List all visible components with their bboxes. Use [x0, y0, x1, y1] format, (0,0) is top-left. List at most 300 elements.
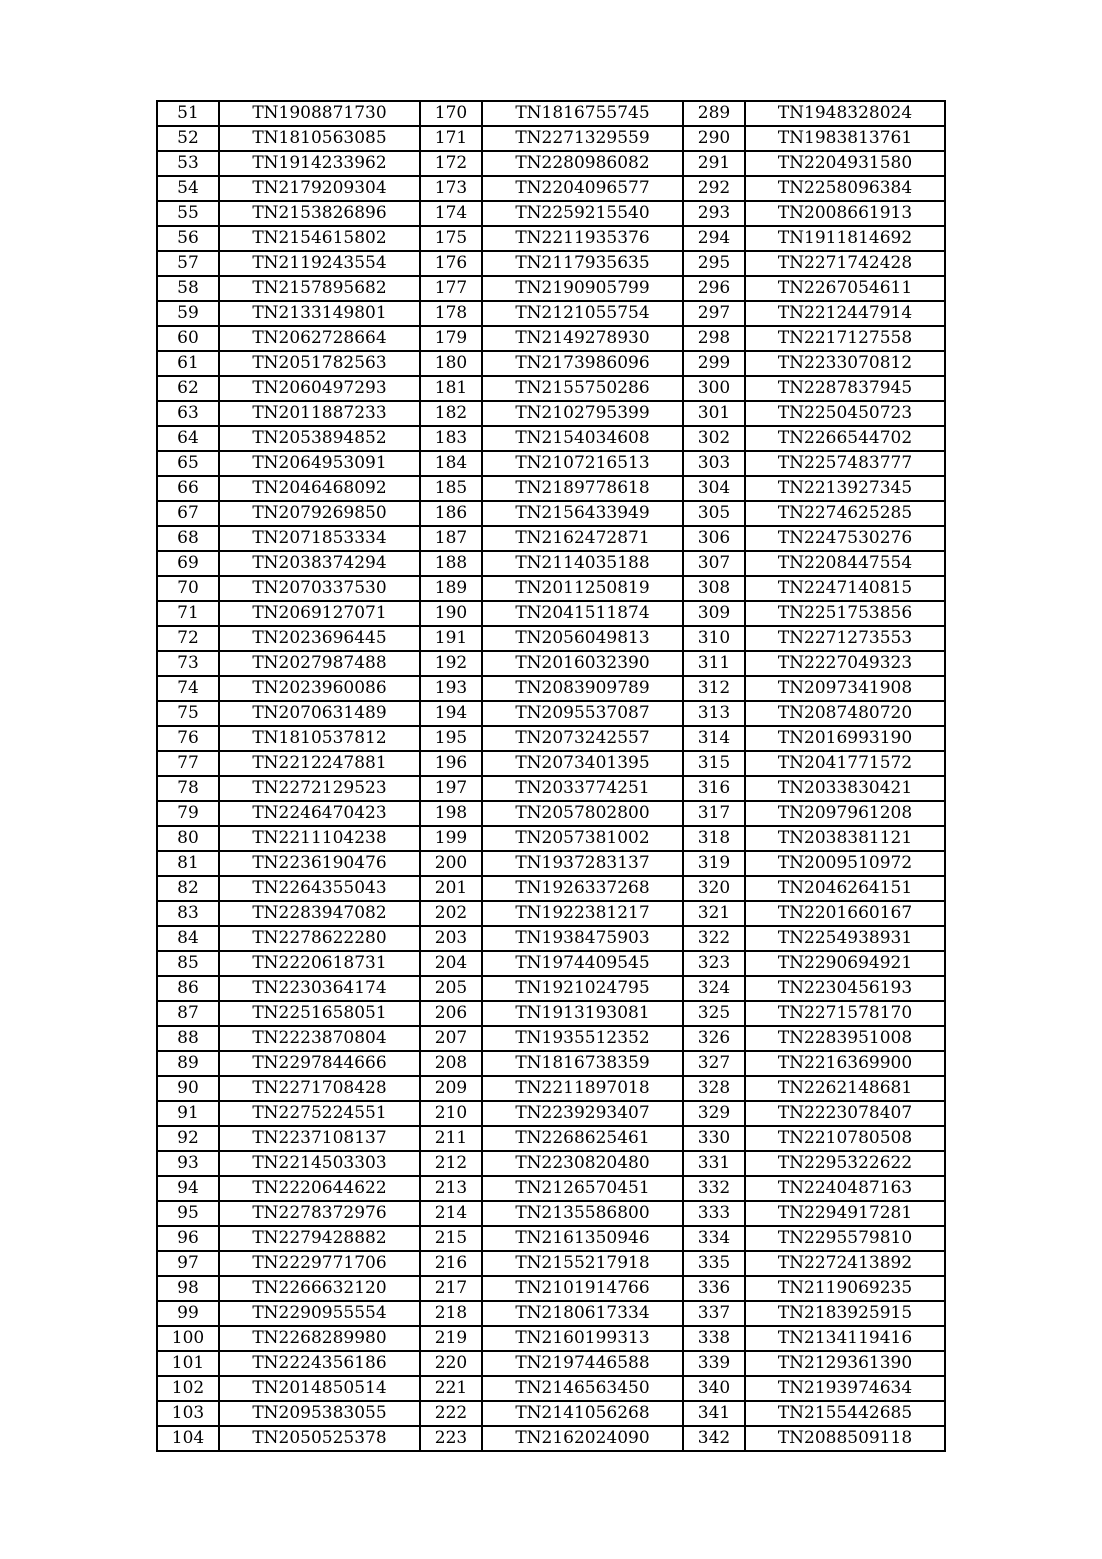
row-number-cell: 297 [683, 301, 745, 326]
row-number-cell: 51 [157, 101, 219, 126]
row-number-cell: 92 [157, 1126, 219, 1151]
table-row [157, 1251, 945, 1276]
row-number-cell: 171 [420, 126, 482, 151]
tn-code-cell: TN2240487163 [745, 1176, 945, 1201]
row-number-cell: 211 [420, 1126, 482, 1151]
row-number-cell: 195 [420, 726, 482, 751]
tn-code-cell: TN2154034608 [482, 426, 683, 451]
tn-code-cell: TN1983813761 [745, 126, 945, 151]
table-row [157, 276, 945, 301]
row-number-cell: 333 [683, 1201, 745, 1226]
tn-code-cell: TN2210780508 [745, 1126, 945, 1151]
row-number-cell: 72 [157, 626, 219, 651]
row-number-cell: 319 [683, 851, 745, 876]
row-number-cell: 330 [683, 1126, 745, 1151]
row-number-cell: 337 [683, 1301, 745, 1326]
tn-code-cell: TN2297844666 [219, 1051, 420, 1076]
row-number-cell: 334 [683, 1226, 745, 1251]
tn-code-cell: TN2156433949 [482, 501, 683, 526]
tn-code-cell: TN2070631489 [219, 701, 420, 726]
tn-code-cell: TN2121055754 [482, 301, 683, 326]
tn-code-cell: TN2097341908 [745, 676, 945, 701]
row-number-cell: 217 [420, 1276, 482, 1301]
tn-code-cell: TN1922381217 [482, 901, 683, 926]
tn-code-cell: TN1926337268 [482, 876, 683, 901]
row-number-cell: 80 [157, 826, 219, 851]
tn-code-cell: TN1810563085 [219, 126, 420, 151]
row-number-cell: 326 [683, 1026, 745, 1051]
row-number-cell: 178 [420, 301, 482, 326]
table-row [157, 1276, 945, 1301]
tn-code-cell: TN2268289980 [219, 1326, 420, 1351]
row-number-cell: 98 [157, 1276, 219, 1301]
row-number-cell: 183 [420, 426, 482, 451]
row-number-cell: 90 [157, 1076, 219, 1101]
row-number-cell: 192 [420, 651, 482, 676]
tn-code-cell: TN1911814692 [745, 226, 945, 251]
tn-code-cell: TN2149278930 [482, 326, 683, 351]
row-number-cell: 54 [157, 176, 219, 201]
row-number-cell: 291 [683, 151, 745, 176]
tn-code-cell: TN2133149801 [219, 301, 420, 326]
row-number-cell: 69 [157, 551, 219, 576]
tn-code-cell: TN2224356186 [219, 1351, 420, 1376]
row-number-cell: 61 [157, 351, 219, 376]
row-number-cell: 324 [683, 976, 745, 1001]
row-number-cell: 85 [157, 951, 219, 976]
tn-code-cell: TN2060497293 [219, 376, 420, 401]
table-row [157, 1401, 945, 1426]
table-row [157, 1301, 945, 1326]
row-number-cell: 71 [157, 601, 219, 626]
tn-code-cell: TN2046264151 [745, 876, 945, 901]
row-number-cell: 303 [683, 451, 745, 476]
table-row [157, 1351, 945, 1376]
tn-code-cell: TN2016993190 [745, 726, 945, 751]
row-number-cell: 203 [420, 926, 482, 951]
table-row [157, 476, 945, 501]
row-number-cell: 327 [683, 1051, 745, 1076]
table-row [157, 876, 945, 901]
row-number-cell: 58 [157, 276, 219, 301]
row-number-cell: 304 [683, 476, 745, 501]
tn-code-cell: TN2257483777 [745, 451, 945, 476]
tn-code-cell: TN2141056268 [482, 1401, 683, 1426]
row-number-cell: 188 [420, 551, 482, 576]
table-row [157, 301, 945, 326]
row-number-cell: 216 [420, 1251, 482, 1276]
table-row [157, 1026, 945, 1051]
tn-code-cell: TN1938475903 [482, 926, 683, 951]
row-number-cell: 335 [683, 1251, 745, 1276]
table-row [157, 1201, 945, 1226]
table-row [157, 251, 945, 276]
tn-code-cell: TN2114035188 [482, 551, 683, 576]
tn-code-cell: TN2271329559 [482, 126, 683, 151]
tn-code-cell: TN2119243554 [219, 251, 420, 276]
tn-code-cell: TN2287837945 [745, 376, 945, 401]
row-number-cell: 186 [420, 501, 482, 526]
table-row [157, 776, 945, 801]
row-number-cell: 82 [157, 876, 219, 901]
row-number-cell: 88 [157, 1026, 219, 1051]
row-number-cell: 215 [420, 1226, 482, 1251]
tn-code-cell: TN2208447554 [745, 551, 945, 576]
tn-code-cell: TN2011250819 [482, 576, 683, 601]
row-number-cell: 180 [420, 351, 482, 376]
table-body [157, 101, 945, 1451]
row-number-cell: 336 [683, 1276, 745, 1301]
tn-code-cell: TN2274625285 [745, 501, 945, 526]
row-number-cell: 325 [683, 1001, 745, 1026]
tn-code-cell: TN2050525378 [219, 1426, 420, 1451]
tn-code-cell: TN2189778618 [482, 476, 683, 501]
tn-code-cell: TN2162472871 [482, 526, 683, 551]
tn-code-cell: TN2073242557 [482, 726, 683, 751]
tn-code-cell: TN2011887233 [219, 401, 420, 426]
tn-code-cell: TN1914233962 [219, 151, 420, 176]
id-list-table [156, 100, 946, 1452]
row-number-cell: 55 [157, 201, 219, 226]
row-number-cell: 296 [683, 276, 745, 301]
row-number-cell: 208 [420, 1051, 482, 1076]
tn-code-cell: TN2278372976 [219, 1201, 420, 1226]
row-number-cell: 94 [157, 1176, 219, 1201]
row-number-cell: 341 [683, 1401, 745, 1426]
tn-code-cell: TN2073401395 [482, 751, 683, 776]
row-number-cell: 103 [157, 1401, 219, 1426]
tn-code-cell: TN2266632120 [219, 1276, 420, 1301]
tn-code-cell: TN2254938931 [745, 926, 945, 951]
table-row [157, 1051, 945, 1076]
row-number-cell: 318 [683, 826, 745, 851]
tn-code-cell: TN2041771572 [745, 751, 945, 776]
row-number-cell: 190 [420, 601, 482, 626]
tn-code-cell: TN2160199313 [482, 1326, 683, 1351]
tn-code-cell: TN2179209304 [219, 176, 420, 201]
row-number-cell: 91 [157, 1101, 219, 1126]
table-row [157, 501, 945, 526]
row-number-cell: 181 [420, 376, 482, 401]
tn-code-cell: TN2064953091 [219, 451, 420, 476]
tn-code-cell: TN2117935635 [482, 251, 683, 276]
row-number-cell: 177 [420, 276, 482, 301]
row-number-cell: 309 [683, 601, 745, 626]
row-number-cell: 308 [683, 576, 745, 601]
tn-code-cell: TN2033774251 [482, 776, 683, 801]
tn-code-cell: TN2283947082 [219, 901, 420, 926]
row-number-cell: 204 [420, 951, 482, 976]
row-number-cell: 311 [683, 651, 745, 676]
row-number-cell: 209 [420, 1076, 482, 1101]
row-number-cell: 306 [683, 526, 745, 551]
tn-code-cell: TN2264355043 [219, 876, 420, 901]
row-number-cell: 189 [420, 576, 482, 601]
row-number-cell: 315 [683, 751, 745, 776]
row-number-cell: 56 [157, 226, 219, 251]
tn-code-cell: TN2213927345 [745, 476, 945, 501]
tn-code-cell: TN2057802800 [482, 801, 683, 826]
tn-code-cell: TN2088509118 [745, 1426, 945, 1451]
row-number-cell: 214 [420, 1201, 482, 1226]
tn-code-cell: TN2046468092 [219, 476, 420, 501]
row-number-cell: 191 [420, 626, 482, 651]
tn-code-cell: TN2083909789 [482, 676, 683, 701]
row-number-cell: 57 [157, 251, 219, 276]
row-number-cell: 219 [420, 1326, 482, 1351]
tn-code-cell: TN1816738359 [482, 1051, 683, 1076]
tn-code-cell: TN2251658051 [219, 1001, 420, 1026]
row-number-cell: 321 [683, 901, 745, 926]
table-row [157, 826, 945, 851]
row-number-cell: 173 [420, 176, 482, 201]
tn-code-cell: TN2107216513 [482, 451, 683, 476]
row-number-cell: 222 [420, 1401, 482, 1426]
tn-code-cell: TN2272129523 [219, 776, 420, 801]
tn-code-cell: TN1935512352 [482, 1026, 683, 1051]
row-number-cell: 201 [420, 876, 482, 901]
tn-code-cell: TN2095383055 [219, 1401, 420, 1426]
row-number-cell: 332 [683, 1176, 745, 1201]
row-number-cell: 81 [157, 851, 219, 876]
row-number-cell: 67 [157, 501, 219, 526]
table-row [157, 676, 945, 701]
row-number-cell: 300 [683, 376, 745, 401]
tn-code-cell: TN2290955554 [219, 1301, 420, 1326]
row-number-cell: 74 [157, 676, 219, 701]
row-number-cell: 329 [683, 1101, 745, 1126]
tn-code-cell: TN2069127071 [219, 601, 420, 626]
row-number-cell: 76 [157, 726, 219, 751]
tn-code-cell: TN2033830421 [745, 776, 945, 801]
table-row [157, 951, 945, 976]
row-number-cell: 194 [420, 701, 482, 726]
tn-code-cell: TN2294917281 [745, 1201, 945, 1226]
tn-code-cell: TN2155217918 [482, 1251, 683, 1276]
table-row [157, 651, 945, 676]
tn-code-cell: TN2275224551 [219, 1101, 420, 1126]
tn-code-cell: TN2230820480 [482, 1151, 683, 1176]
row-number-cell: 96 [157, 1226, 219, 1251]
table-row [157, 701, 945, 726]
tn-code-cell: TN1974409545 [482, 951, 683, 976]
row-number-cell: 77 [157, 751, 219, 776]
tn-code-cell: TN2041511874 [482, 601, 683, 626]
tn-code-cell: TN2214503303 [219, 1151, 420, 1176]
tn-code-cell: TN2251753856 [745, 601, 945, 626]
row-number-cell: 63 [157, 401, 219, 426]
row-number-cell: 75 [157, 701, 219, 726]
row-number-cell: 206 [420, 1001, 482, 1026]
row-number-cell: 196 [420, 751, 482, 776]
row-number-cell: 86 [157, 976, 219, 1001]
tn-code-cell: TN2271708428 [219, 1076, 420, 1101]
tn-code-cell: TN1948328024 [745, 101, 945, 126]
table-row [157, 551, 945, 576]
row-number-cell: 87 [157, 1001, 219, 1026]
tn-code-cell: TN2135586800 [482, 1201, 683, 1226]
tn-code-cell: TN2053894852 [219, 426, 420, 451]
tn-code-cell: TN2250450723 [745, 401, 945, 426]
table-row [157, 976, 945, 1001]
table-row [157, 326, 945, 351]
tn-code-cell: TN2229771706 [219, 1251, 420, 1276]
row-number-cell: 301 [683, 401, 745, 426]
tn-code-cell: TN2038374294 [219, 551, 420, 576]
row-number-cell: 70 [157, 576, 219, 601]
row-number-cell: 305 [683, 501, 745, 526]
tn-code-cell: TN2038381121 [745, 826, 945, 851]
row-number-cell: 314 [683, 726, 745, 751]
row-number-cell: 298 [683, 326, 745, 351]
tn-code-cell: TN2155750286 [482, 376, 683, 401]
tn-code-cell: TN2204096577 [482, 176, 683, 201]
table-row [157, 101, 945, 126]
row-number-cell: 78 [157, 776, 219, 801]
row-number-cell: 200 [420, 851, 482, 876]
tn-code-cell: TN1816755745 [482, 101, 683, 126]
row-number-cell: 52 [157, 126, 219, 151]
table-row [157, 1101, 945, 1126]
tn-code-cell: TN1810537812 [219, 726, 420, 751]
tn-code-cell: TN2014850514 [219, 1376, 420, 1401]
row-number-cell: 101 [157, 1351, 219, 1376]
row-number-cell: 322 [683, 926, 745, 951]
tn-code-cell: TN2216369900 [745, 1051, 945, 1076]
tn-code-cell: TN2247140815 [745, 576, 945, 601]
table-row [157, 926, 945, 951]
row-number-cell: 339 [683, 1351, 745, 1376]
tn-code-cell: TN2180617334 [482, 1301, 683, 1326]
tn-code-cell: TN2102795399 [482, 401, 683, 426]
table-row [157, 901, 945, 926]
table-row [157, 1376, 945, 1401]
tn-code-cell: TN2211935376 [482, 226, 683, 251]
table-row [157, 751, 945, 776]
tn-code-cell: TN2162024090 [482, 1426, 683, 1451]
tn-code-cell: TN2126570451 [482, 1176, 683, 1201]
tn-code-cell: TN2079269850 [219, 501, 420, 526]
row-number-cell: 289 [683, 101, 745, 126]
row-number-cell: 198 [420, 801, 482, 826]
tn-code-cell: TN2155442685 [745, 1401, 945, 1426]
row-number-cell: 53 [157, 151, 219, 176]
tn-code-cell: TN2204931580 [745, 151, 945, 176]
row-number-cell: 220 [420, 1351, 482, 1376]
row-number-cell: 213 [420, 1176, 482, 1201]
tn-code-cell: TN2271273553 [745, 626, 945, 651]
row-number-cell: 73 [157, 651, 219, 676]
row-number-cell: 310 [683, 626, 745, 651]
tn-code-cell: TN2272413892 [745, 1251, 945, 1276]
tn-code-cell: TN2201660167 [745, 901, 945, 926]
tn-code-cell: TN2101914766 [482, 1276, 683, 1301]
row-number-cell: 62 [157, 376, 219, 401]
row-number-cell: 338 [683, 1326, 745, 1351]
tn-code-cell: TN2262148681 [745, 1076, 945, 1101]
table-row [157, 1126, 945, 1151]
row-number-cell: 210 [420, 1101, 482, 1126]
tn-code-cell: TN2087480720 [745, 701, 945, 726]
tn-code-cell: TN2095537087 [482, 701, 683, 726]
row-number-cell: 79 [157, 801, 219, 826]
tn-code-cell: TN2211104238 [219, 826, 420, 851]
row-number-cell: 193 [420, 676, 482, 701]
tn-code-cell: TN1908871730 [219, 101, 420, 126]
tn-code-cell: TN2016032390 [482, 651, 683, 676]
tn-code-cell: TN2271742428 [745, 251, 945, 276]
tn-code-cell: TN2290694921 [745, 951, 945, 976]
tn-code-cell: TN2157895682 [219, 276, 420, 301]
row-number-cell: 59 [157, 301, 219, 326]
row-number-cell: 102 [157, 1376, 219, 1401]
row-number-cell: 293 [683, 201, 745, 226]
tn-code-cell: TN2268625461 [482, 1126, 683, 1151]
row-number-cell: 185 [420, 476, 482, 501]
tn-code-cell: TN2051782563 [219, 351, 420, 376]
tn-code-cell: TN2230364174 [219, 976, 420, 1001]
row-number-cell: 172 [420, 151, 482, 176]
row-number-cell: 202 [420, 901, 482, 926]
row-number-cell: 179 [420, 326, 482, 351]
tn-code-cell: TN2023696445 [219, 626, 420, 651]
table-row [157, 401, 945, 426]
table-row [157, 1326, 945, 1351]
table-row [157, 151, 945, 176]
table-row [157, 376, 945, 401]
row-number-cell: 97 [157, 1251, 219, 1276]
row-number-cell: 93 [157, 1151, 219, 1176]
tn-code-cell: TN2233070812 [745, 351, 945, 376]
tn-code-cell: TN2295579810 [745, 1226, 945, 1251]
row-number-cell: 170 [420, 101, 482, 126]
row-number-cell: 307 [683, 551, 745, 576]
row-number-cell: 328 [683, 1076, 745, 1101]
tn-code-cell: TN2097961208 [745, 801, 945, 826]
tn-code-cell: TN2283951008 [745, 1026, 945, 1051]
tn-code-cell: TN2193974634 [745, 1376, 945, 1401]
tn-code-cell: TN2153826896 [219, 201, 420, 226]
row-number-cell: 197 [420, 776, 482, 801]
tn-code-cell: TN2212247881 [219, 751, 420, 776]
tn-code-cell: TN2223078407 [745, 1101, 945, 1126]
table-row [157, 351, 945, 376]
row-number-cell: 84 [157, 926, 219, 951]
tn-code-cell: TN2056049813 [482, 626, 683, 651]
table-row [157, 1426, 945, 1451]
row-number-cell: 100 [157, 1326, 219, 1351]
tn-code-cell: TN2271578170 [745, 1001, 945, 1026]
row-number-cell: 89 [157, 1051, 219, 1076]
tn-code-cell: TN2134119416 [745, 1326, 945, 1351]
row-number-cell: 199 [420, 826, 482, 851]
tn-code-cell: TN2280986082 [482, 151, 683, 176]
tn-code-cell: TN2258096384 [745, 176, 945, 201]
row-number-cell: 320 [683, 876, 745, 901]
row-number-cell: 221 [420, 1376, 482, 1401]
row-number-cell: 66 [157, 476, 219, 501]
row-number-cell: 292 [683, 176, 745, 201]
row-number-cell: 207 [420, 1026, 482, 1051]
row-number-cell: 99 [157, 1301, 219, 1326]
tn-code-cell: TN2227049323 [745, 651, 945, 676]
row-number-cell: 290 [683, 126, 745, 151]
row-number-cell: 317 [683, 801, 745, 826]
table-row [157, 801, 945, 826]
row-number-cell: 95 [157, 1201, 219, 1226]
row-number-cell: 295 [683, 251, 745, 276]
table-row [157, 176, 945, 201]
